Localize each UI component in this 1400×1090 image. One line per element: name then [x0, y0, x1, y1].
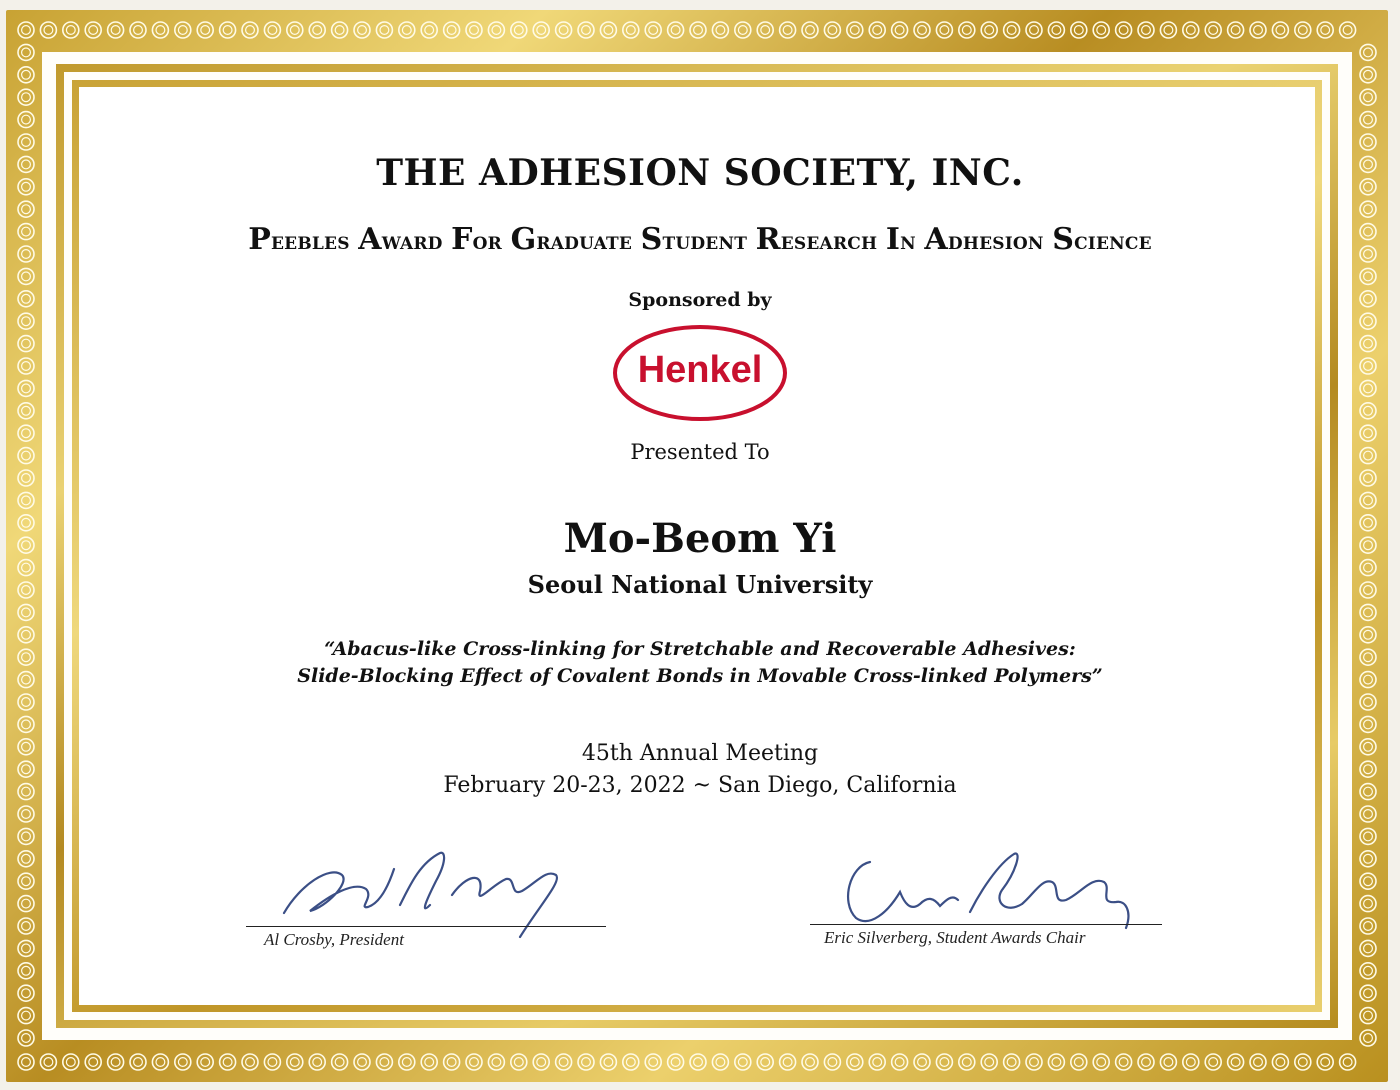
recipient-name: Mo-Beom Yi [563, 515, 837, 562]
research-title-line2: Slide-Blocking Effect of Covalent Bonds in Movable Cross-linked Polymers” [297, 665, 1103, 687]
society-title: THE ADHESION SOCIETY, INC. [376, 152, 1024, 194]
sponsored-by-label: Sponsored by [628, 289, 772, 311]
henkel-logo-text: Henkel [637, 349, 763, 391]
signature-line-left [246, 926, 606, 927]
recipient-university: Seoul National University [527, 570, 873, 599]
research-title-line1: “Abacus-like Cross-linking for Stretchable and Recoverable Adhesives: [324, 638, 1076, 660]
award-title: Peebles Award For Graduate Student Research In Adhesion Science [248, 222, 1152, 257]
meeting-dates-location: February 20-23, 2022 ~ San Diego, California [443, 773, 957, 798]
signature-right [830, 842, 1150, 942]
signature-line-right [810, 924, 1162, 925]
signatory-right-label: Eric Silverberg, Student Awards Chair [824, 928, 1086, 947]
meeting-name: 45th Annual Meeting [581, 741, 819, 766]
signatory-left-label: Al Crosby, President [264, 930, 404, 949]
presented-to-label: Presented To [630, 440, 770, 464]
